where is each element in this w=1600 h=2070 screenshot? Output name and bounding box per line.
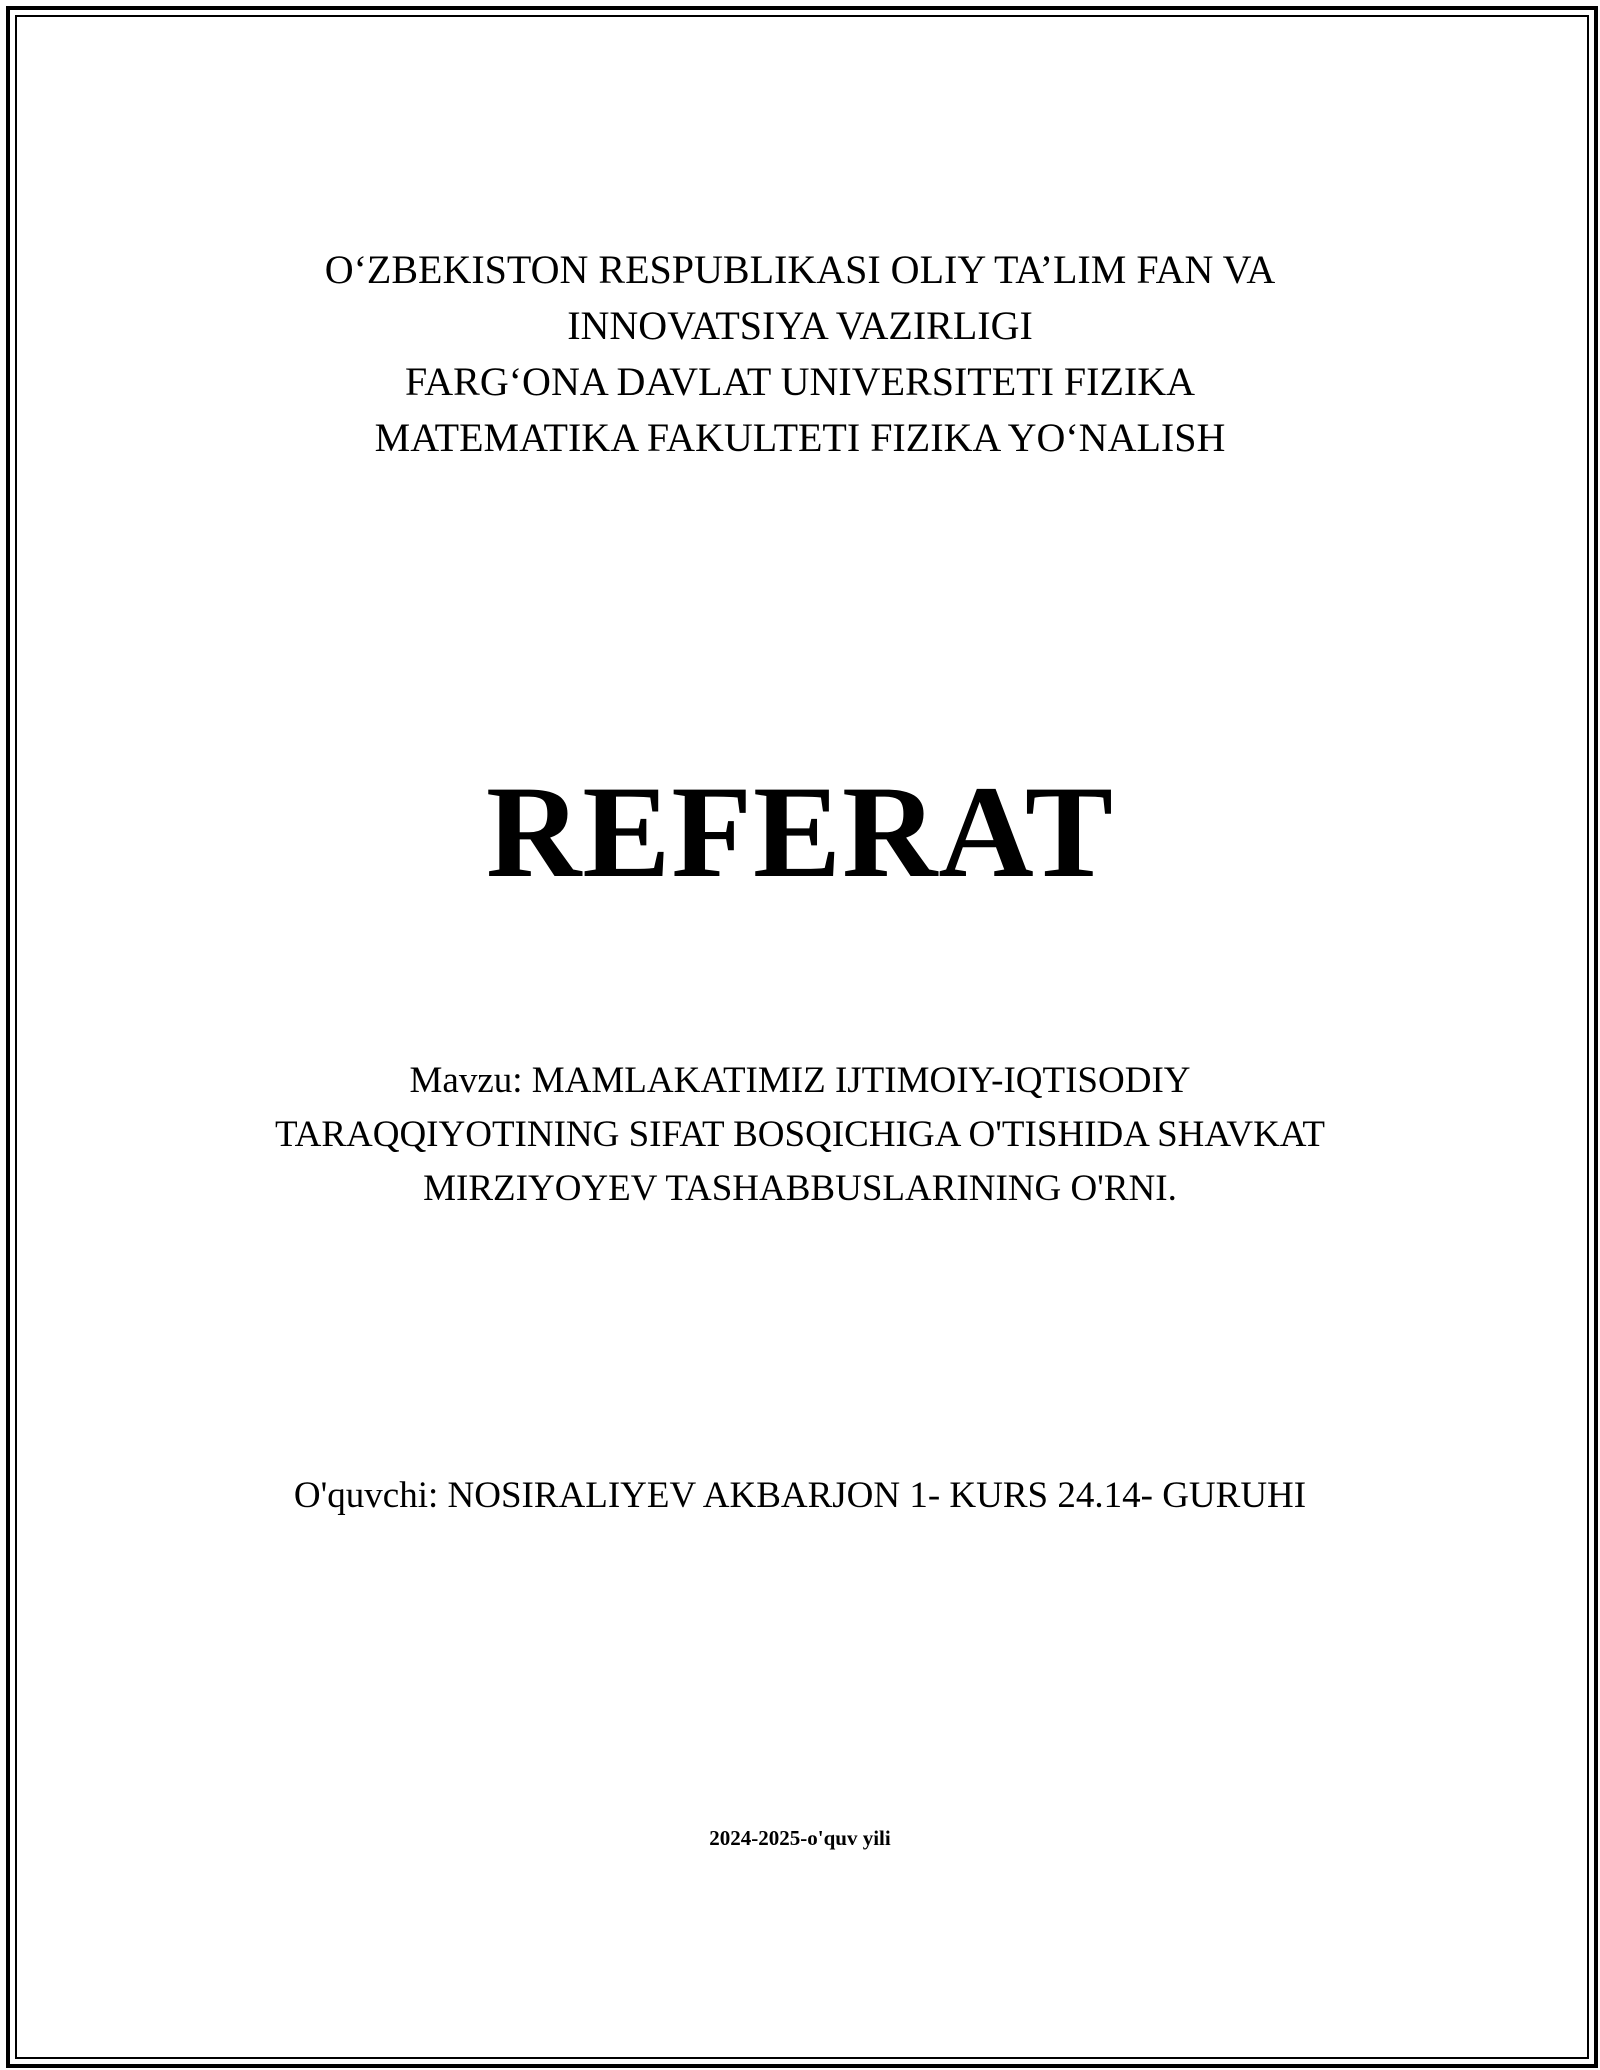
student-info: O'quvchi: NOSIRALIYEV AKBARJON 1- KURS 24.14- GURUHI [293,1475,1307,1516]
institution-header [0,242,1600,466]
topic-block [0,1054,1600,1216]
header-line: MATEMATIKA FAKULTETI FIZIKA YO‘NALISH [374,415,1226,460]
header-line: FARG‘ONA DAVLAT UNIVERSITETI FIZIKA [405,359,1195,404]
academic-year: 2024-2025-o'quv yili [709,1826,891,1850]
header-line: O‘ZBEKISTON RESPUBLIKASI OLIY TA’LIM FAN VA [324,247,1276,292]
topic-line: Mavzu: MAMLAKATIMIZ IJTIMOIY-IQTISODIY [409,1060,1191,1101]
topic-line: MIRZIYOYEV TASHABBUSLARINING O'RNI. [423,1168,1177,1209]
header-line: INNOVATSIYA VAZIRLIGI [567,303,1033,348]
document-title: REFERAT [486,758,1114,905]
topic-line: TARAQQIYOTINING SIFAT BOSQICHIGA O'TISHIDA SHAVKAT [274,1114,1326,1155]
